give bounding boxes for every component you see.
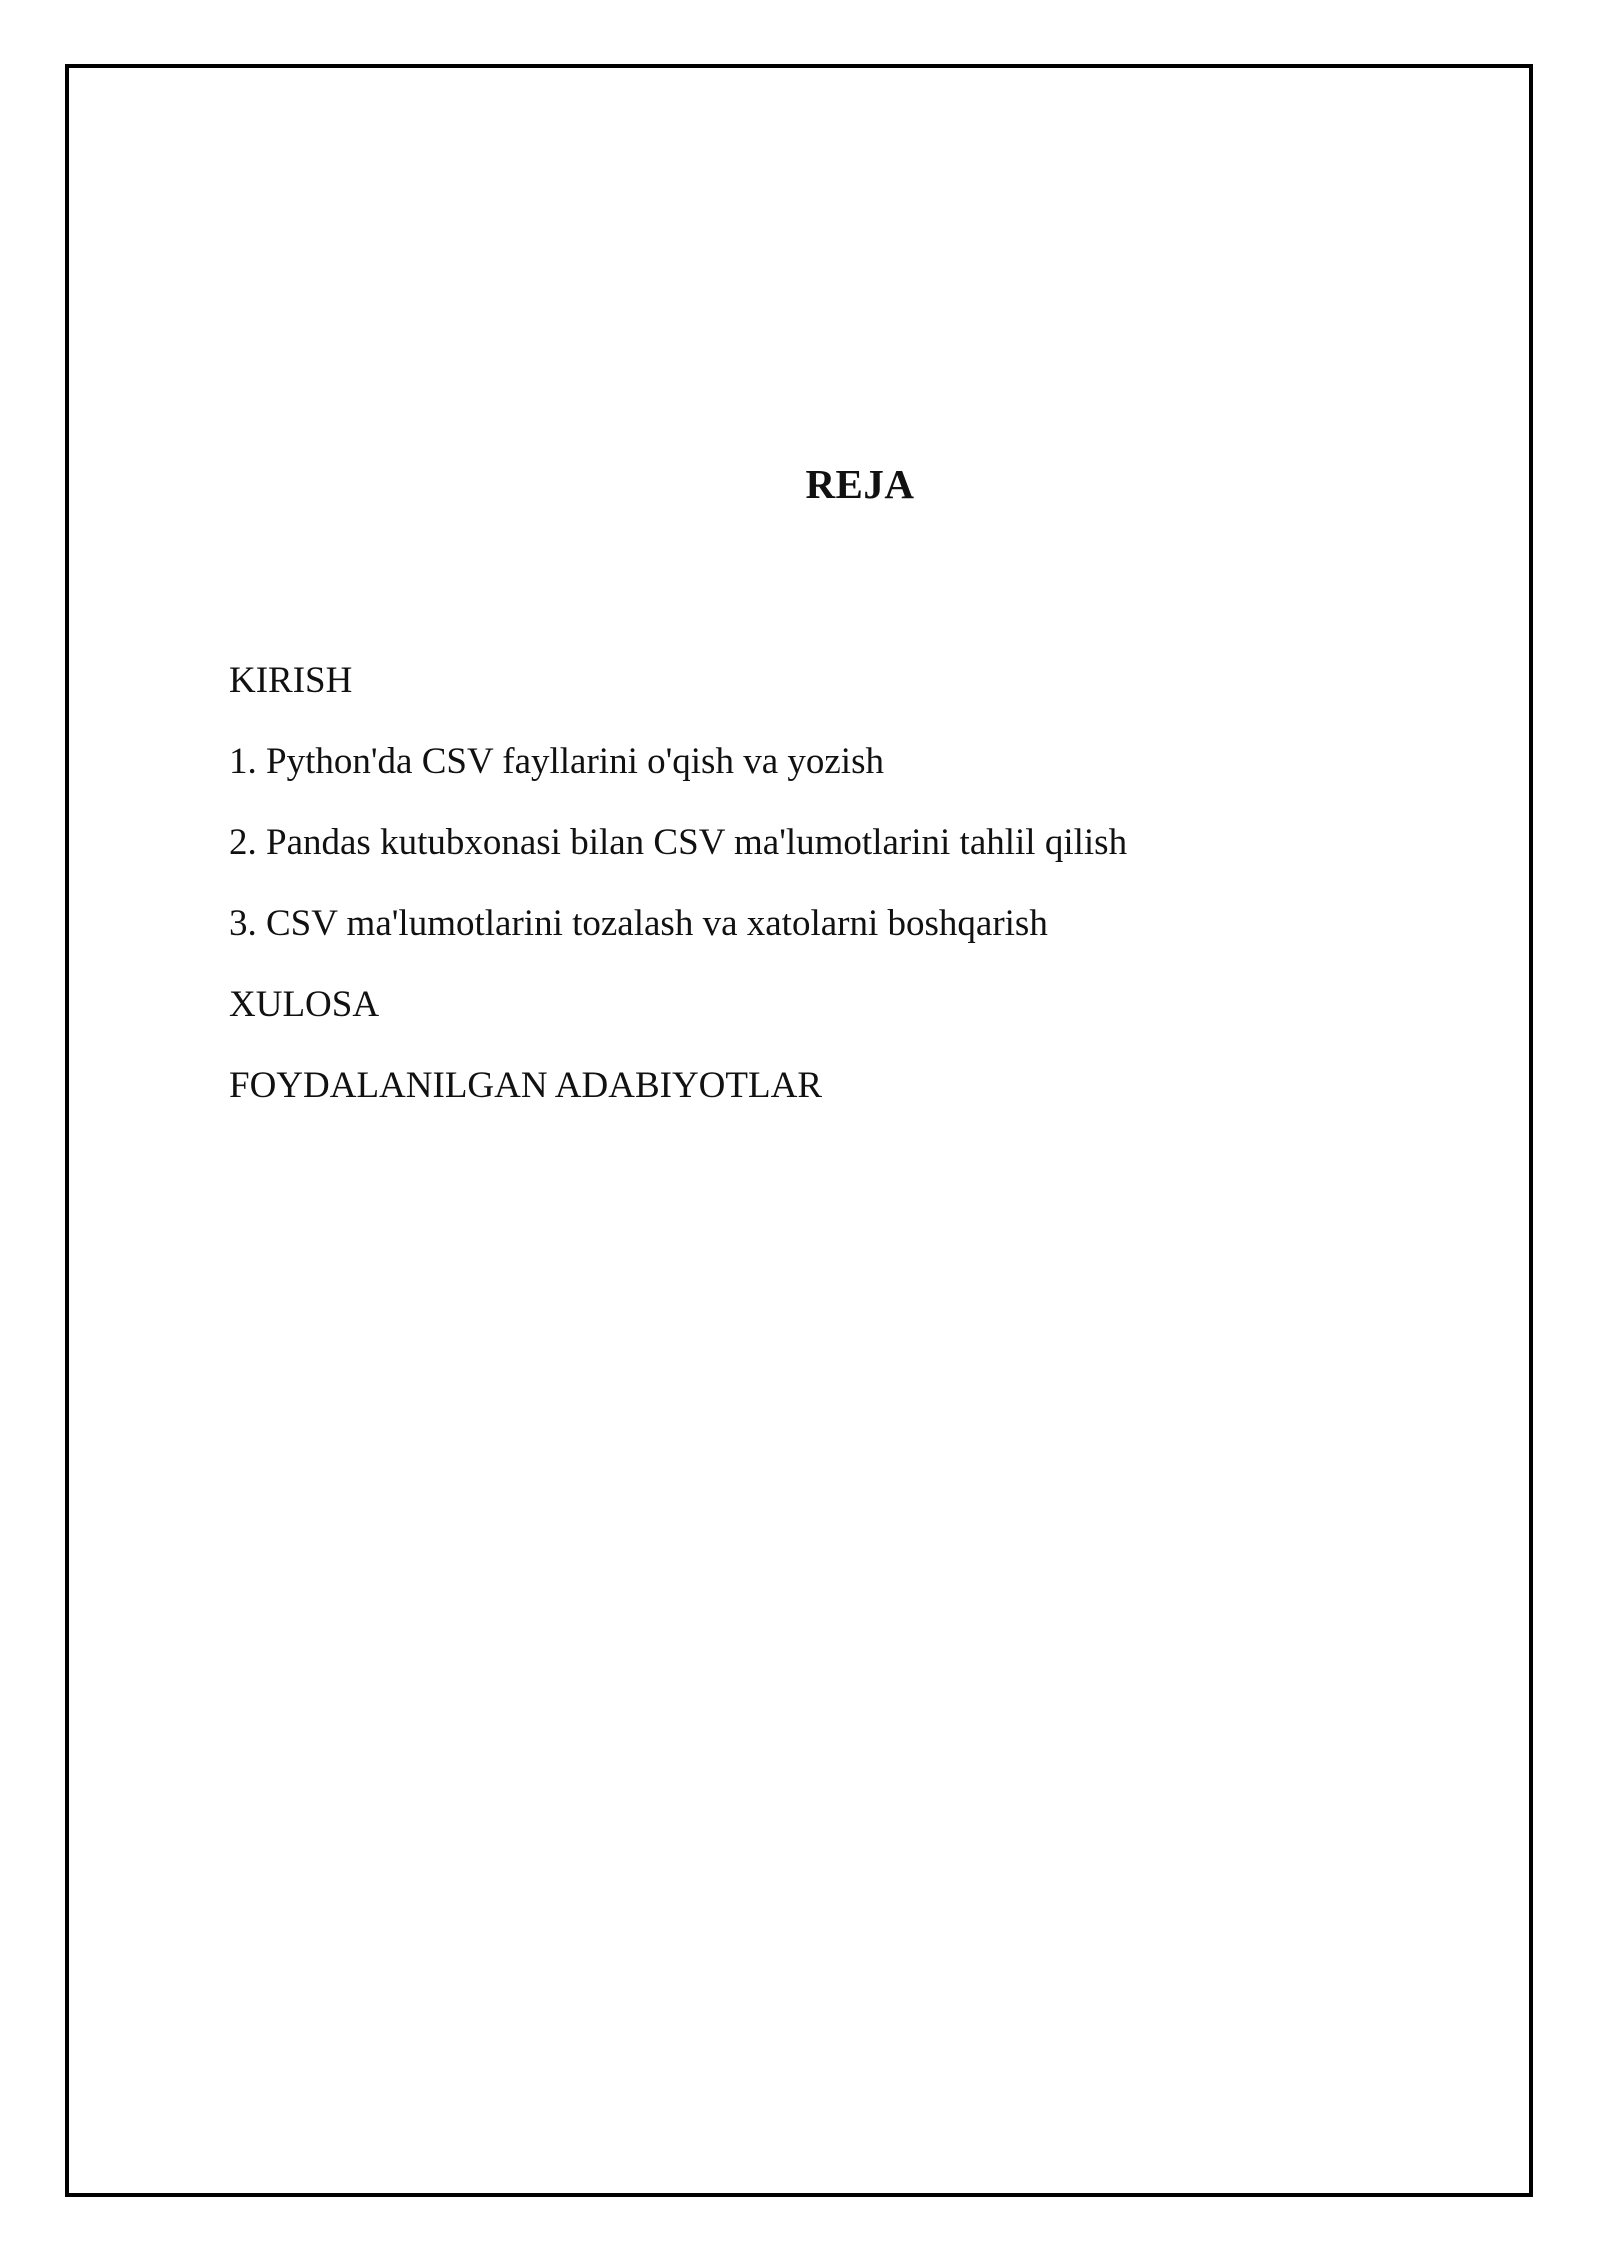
- toc-item-references: FOYDALANILGAN ADABIYOTLAR: [229, 1065, 822, 1106]
- toc-item-2: 2. Pandas kutubxonasi bilan CSV ma'lumotlarini tahlil qilish: [229, 822, 1128, 863]
- toc-item-conclusion: XULOSA: [229, 984, 380, 1025]
- toc-item-3: 3. CSV ma'lumotlarini tozalash va xatolarni boshqarish: [229, 903, 1048, 944]
- page-title: REJA: [805, 461, 915, 507]
- table-of-contents: [229, 640, 1127, 1126]
- toc-item-introduction: KIRISH: [229, 660, 353, 701]
- page-border: [65, 64, 1533, 2197]
- toc-item-1: 1. Python'da CSV fayllarini o'qish va yozish: [229, 741, 884, 782]
